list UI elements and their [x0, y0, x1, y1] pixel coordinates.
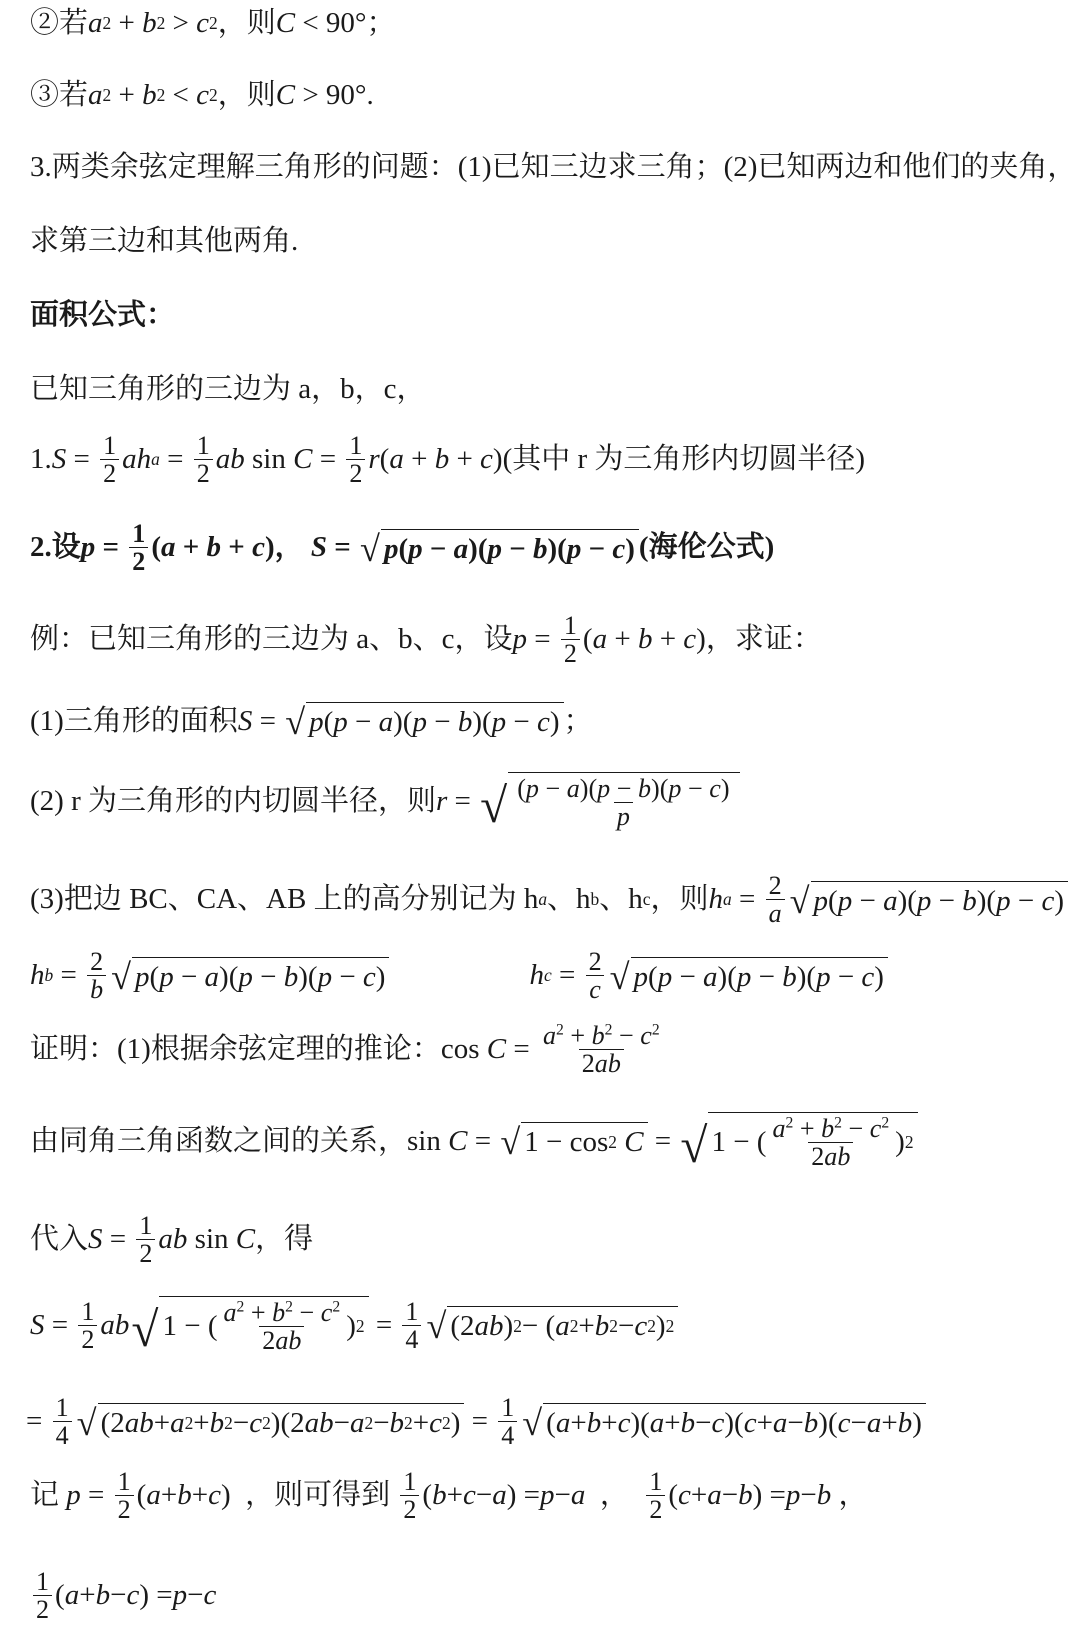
- cosine-law-problems-cont: 求第三边和其他两角.: [30, 225, 299, 257]
- example-line: 例：已知三角形的三边为 a、b、c，设 p = $\frac{1}{2}$ ( a + b + c ) ，求证：: [30, 611, 822, 669]
- proof-derivation-1: S = $\frac{1}{2}$ ab √ 1 − ( $\frac{a^2 + b^2 - c^2}{2ab}$ ) 2 = $\frac{1}{4}$ √ (2 ab ) 2 − ( a 2 + b 2 − c 2 ) 2: [30, 1296, 678, 1355]
- proof-cos-line: 证明：(1)根据余弦定理的推论： cos C = $\frac{a^2 + b^2 - c^2}{2ab}$: [30, 1021, 660, 1079]
- proof-sin-line: 由同角三角函数之间的关系， sin C = √ 1 − cos 2 C = √ 1 − ( $\frac{a^2 + b^2 - c^2}{2ab}$ ) 2: [30, 1112, 918, 1171]
- claim-2-line: (2) r 为三角形的内切圆半径，则 r = √ $\frac{(p - a)(p - b)(p - c)}{p}$: [30, 772, 740, 831]
- proof-define-p: 记 p = $\frac{1}{2}$ ( a + b + c ) ，则可得到 $\frac{1}{2}$ ( b + c − a ) = p − a ， $\frac{1}{2}$ ( c + a − b ) = p − b ，: [30, 1467, 868, 1525]
- proof-p-minus-c: $\frac{1}{2}$ ( a + b − c ) = p − c: [30, 1568, 216, 1624]
- cosine-law-problems-line: 3.两类余弦定理解三角形的问题：(1)已知三边求三角；(2)已知两边和他们的夹角，: [30, 151, 1077, 183]
- condition-obtuse-line: ③若 a 2 + b 2 < c 2 ，则 C > 90° .: [30, 79, 374, 111]
- section-heading-area: 面积公式：: [30, 299, 176, 331]
- condition-acute-line: ②若 a 2 + b 2 > c 2 ，则 C < 90° ；: [30, 7, 396, 39]
- area-formula-1: 1. S = $\frac{1}{2}$ ah a = $\frac{1}{2}$ ab sin C = $\frac{1}{2}$ r ( a + b + c ) (其中 r 为三角形内切圆半径): [30, 431, 866, 489]
- proof-substitute-line: 代入 S = $\frac{1}{2}$ ab sin C ，得: [30, 1211, 314, 1269]
- proof-derivation-2: = $\frac{1}{4}$ √ (2 ab + a 2 + b 2 − c 2 )(2 ab − a 2 − b 2 + c 2 ) = $\frac{1}{4}$ √ ( a + b + c )( a + b − c )( c + a − b )( c − a + b ): [26, 1394, 926, 1450]
- claim-3-line: (3)把边 BC、CA、AB 上的高分别记为 h a 、h b 、h c ，则 h a = $\frac{2}{a}$ √ p ( p − a )( p − b )( p − c ): [30, 872, 1068, 928]
- claim-1-line: (1)三角形的面积 S = √ p ( p − a )( p − b )( p − c ) ；: [30, 701, 593, 742]
- heron-formula-line: 2.设 p = $\frac{1}{2}$ ( a + b + c )， S = √ p ( p − a )( p − b )( p − c ) (海伦公式): [30, 519, 775, 577]
- claim-3-hb-hc: h b = $\frac{2}{b}$ √ p ( p − a )( p − b )( p − c ) h c = $\frac{2}{c}$ √ p ( p − a )( p − b )( p − c ): [30, 948, 888, 1004]
- triangle-sides-line: 已知三角形的三边为 a，b，c，: [30, 373, 426, 405]
